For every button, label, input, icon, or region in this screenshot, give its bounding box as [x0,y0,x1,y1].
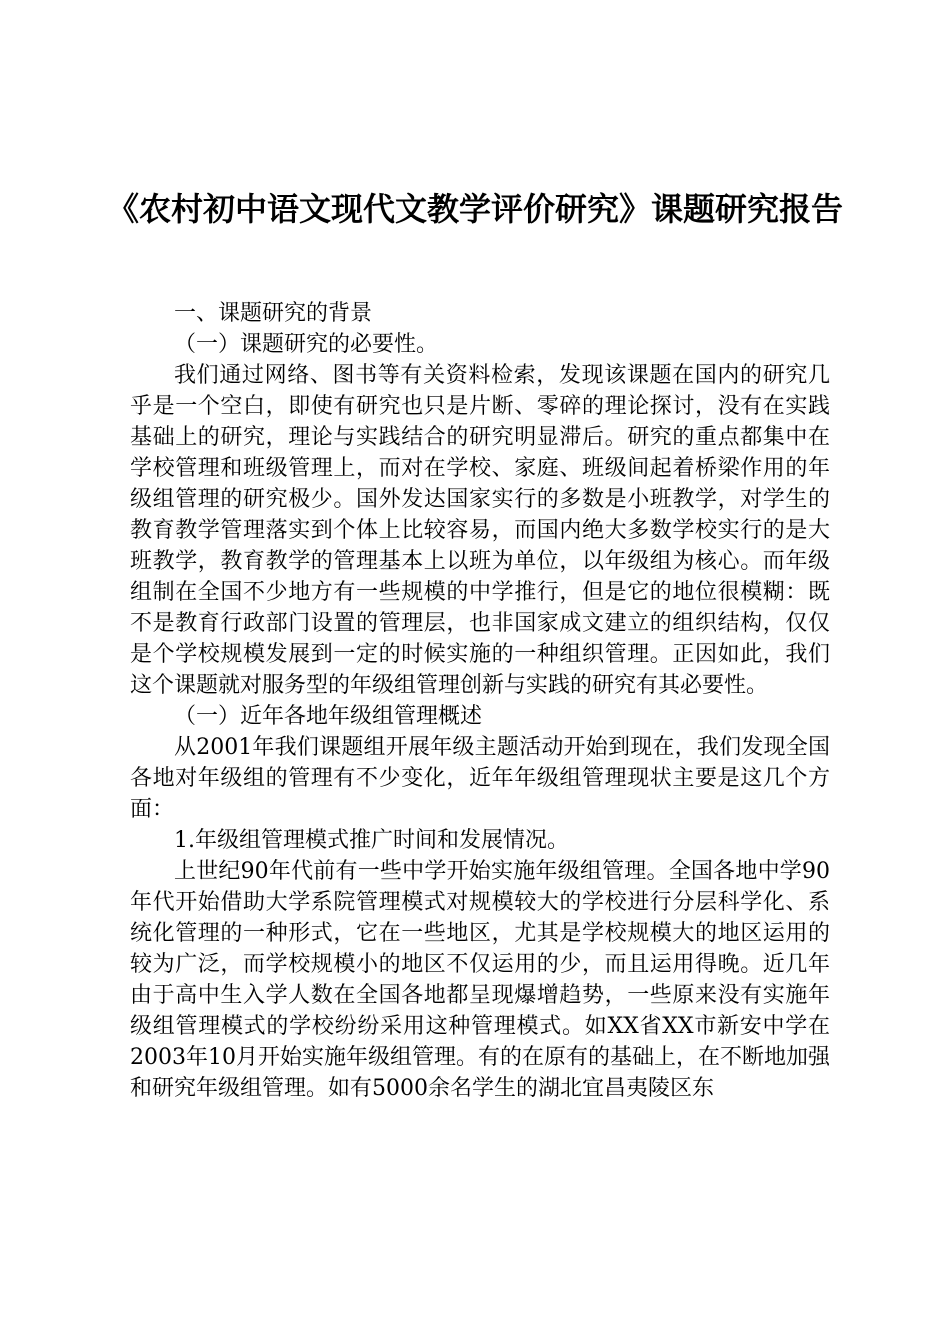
subsection-heading: （一）近年各地年级组管理概述 [174,704,483,729]
body-paragraph: 上世纪90年代前有一些中学开始实施年级组管理。全国各地中学90年代开始借助大学系院管理模式对规模较大的学校进行分层科学化、系统化管理的一种形式，它在一些地区，尤其是学校规模大的地区运用的较为广泛，而学校规模小的地区不仅运用的少，而且运用得晚。近几年由于高中生入学人数在全国各地都呈现爆增趋势，一些原来没有实施年级组管理模式的学校纷纷采用这种管理模式。如XX省XX市新安中学在2003年10月开始实施年级组管理。有的在原有的基础上，在不断地加强和研究年级组管理。如有5000余名学生的湖北宜昌夷陵区东 [130,859,830,1101]
section-heading: 一、课题研究的背景 [174,301,373,326]
document-title: 《农村初中语文现代文教学评价研究》课题研究报告 [106,190,843,228]
subsection-heading: （一）课题研究的必要性。 [174,332,439,357]
body-paragraph: 我们通过网络、图书等有关资料检索，发现该课题在国内的研究几乎是一个空白，即使有研究也只是片断、零碎的理论探讨，没有在实践基础上的研究，理论与实践结合的研究明显滞后。研究的重点都集中在学校管理和班级管理上，而对在学校、家庭、班级间起着桥梁作用的年级组管理的研究极少。国外发达国家实行的多数是小班教学，对学生的教育教学管理落实到个体上比较容易，而国内绝大多数学校实行的是大班教学，教育教学的管理基本上以班为单位，以年级组为核心。而年级组制在全国不少地方有一些规模的中学推行，但是它的地位很模糊：既不是教育行政部门设置的管理层，也非国家成文建立的组织结构，仅仅是个学校规模发展到一定的时候实施的一种组织管理。正因如此，我们这个课题就对服务型的年级组管理创新与实践的研究有其必要性。 [130,363,830,698]
body-paragraph: 从2001年我们课题组开展年级主题活动开始到现在，我们发现全国各地对年级组的管理有不少变化，近年年级组管理现状主要是这几个方面： [130,735,830,822]
list-item-heading: 1.年级组管理模式推广时间和发展情况。 [174,828,569,853]
document-body [130,298,830,1104]
